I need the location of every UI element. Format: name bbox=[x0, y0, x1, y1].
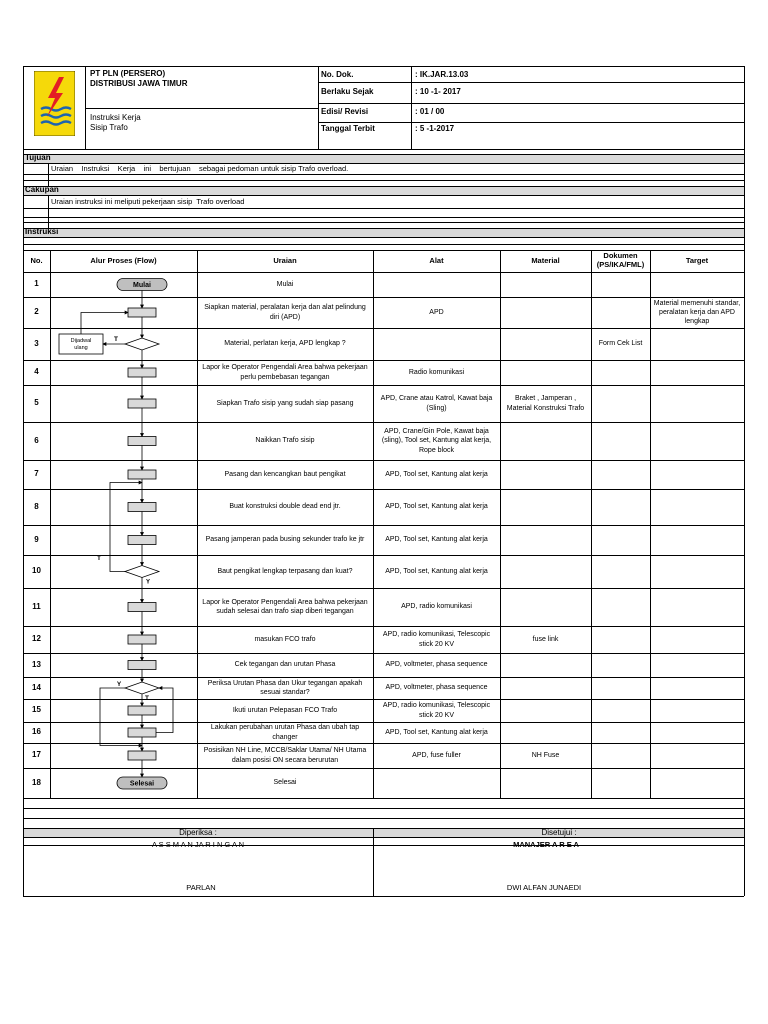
row-9-no: 9 bbox=[34, 534, 39, 544]
row-4-alat: Radio komunikasi bbox=[408, 368, 465, 376]
row-14-alat: APD, voltmeter, phasa sequence bbox=[385, 684, 488, 692]
grid-hline bbox=[85, 108, 318, 109]
row-17-uraian: Posisikan NH Line, MCCB/Saklar Utama/ NH Utama dalam posisi ON secara berurutan bbox=[203, 747, 367, 764]
row-15-alat: APD, radio komunikasi, Telescopic stick 20 KV bbox=[382, 702, 491, 719]
grid-hline bbox=[318, 122, 744, 123]
row-7-no: 7 bbox=[34, 469, 39, 479]
row-11-alat: APD, radio komunikasi bbox=[401, 603, 472, 611]
row-14-uraian: Periksa Urutan Phasa dan Ukur tegangan apakah sesuai standar? bbox=[207, 679, 363, 696]
grid-hline bbox=[318, 82, 744, 83]
row-2-alat: APD bbox=[429, 308, 444, 316]
grid-hline bbox=[23, 555, 744, 556]
row-16-alat: APD, Tool set, Kantung alat kerja bbox=[385, 728, 488, 736]
flow-reschedule-label-1: Dijadwal bbox=[70, 338, 92, 344]
grid-hline bbox=[23, 237, 744, 238]
checked-by-name: PARLAN bbox=[186, 883, 216, 892]
flow-step-12-box bbox=[128, 635, 156, 644]
work-instruction-sheet bbox=[23, 66, 744, 896]
grid-vline bbox=[500, 250, 501, 798]
meta-label-effective: Berlaku Sejak bbox=[321, 87, 374, 96]
row-9-alat: APD, Tool set, Kantung alat kerja bbox=[385, 536, 488, 544]
flow-reschedule-box bbox=[59, 334, 103, 354]
grid-hline bbox=[23, 743, 744, 744]
row-13-alat: APD, voltmeter, phasa sequence bbox=[385, 661, 488, 669]
flow-step-7-box bbox=[128, 470, 156, 479]
frame-bottom bbox=[23, 896, 744, 897]
meta-value-effective: : 10 -1- 2017 bbox=[415, 87, 461, 96]
grid-hline bbox=[23, 195, 744, 196]
doc-title: Sisip Trafo bbox=[90, 123, 128, 132]
grid-hline bbox=[23, 422, 744, 423]
meta-value-doc-no: : IK.JAR.13.03 bbox=[415, 70, 469, 79]
grid-hline bbox=[318, 103, 744, 104]
col-header-no: No. bbox=[30, 256, 43, 266]
row-5-material: Braket , Jamperan , Material Konstruksi Trafo bbox=[506, 395, 585, 412]
flow-step-5-box bbox=[128, 399, 156, 408]
grid-vline bbox=[373, 828, 374, 896]
row-8-uraian: Buat konstruksi double dead end jtr. bbox=[229, 503, 341, 511]
grid-hline bbox=[23, 228, 744, 229]
flow-step-10-y-label: Y bbox=[145, 579, 151, 586]
row-3-dokumen: Form Cek List bbox=[598, 340, 643, 348]
row-7-uraian: Pasang dan kencangkan baut pengikat bbox=[224, 470, 346, 478]
row-12-uraian: masukan FCO trafo bbox=[254, 635, 316, 643]
flow-step-14-t-label: T bbox=[145, 695, 149, 702]
row-5-uraian: Siapkan Trafo sisip yang sudah siap pasang bbox=[216, 399, 354, 407]
row-6-alat: APD, Crane/Gin Pole, Kawat baja (sling), Tool set, Kantung alat kerja, Rope block bbox=[381, 428, 492, 454]
grid-hline bbox=[23, 297, 744, 298]
grid-hline bbox=[23, 828, 744, 829]
row-5-alat: APD, Crane atau Katrol, Kawat baja (Sling) bbox=[380, 395, 493, 412]
tujuan-heading: Tujuan bbox=[25, 153, 51, 162]
flow-step-10-no-branch bbox=[110, 483, 142, 572]
col-header-dokumen: Dokumen (PS/IKA/FML) bbox=[596, 251, 645, 269]
row-17-alat: APD, fuse fuller bbox=[412, 751, 461, 759]
flow-step-14-decision bbox=[125, 682, 159, 694]
grid-vline bbox=[411, 66, 412, 149]
meta-label-doc-no: No. Dok. bbox=[321, 70, 354, 79]
flow-reschedule-return bbox=[81, 313, 128, 335]
grid-hline bbox=[23, 460, 744, 461]
row-1-uraian: Mulai bbox=[276, 280, 294, 288]
approved-by-name: DWI ALFAN JUNAEDI bbox=[506, 883, 582, 892]
row-2-no: 2 bbox=[34, 307, 39, 317]
row-3-uraian: Material, perlatan kerja, APD lengkap ? bbox=[224, 340, 346, 348]
row-2-target: Material memenuhi standar, peralatan kerja dan APD lengkap bbox=[653, 299, 741, 326]
grid-hline bbox=[23, 837, 744, 838]
approved-by-label: Disetujui : bbox=[541, 828, 577, 837]
grid-hline bbox=[23, 163, 744, 164]
frame-top bbox=[23, 66, 744, 67]
col-header-alat: Alat bbox=[429, 256, 444, 266]
grid-hline bbox=[23, 360, 744, 361]
row-18-uraian: Selesai bbox=[273, 779, 297, 787]
row-12-alat: APD, radio komunikasi, Telescopic stick 20 KV bbox=[382, 631, 491, 648]
grid-hline bbox=[23, 174, 744, 175]
grid-hline bbox=[23, 798, 744, 799]
row-16-uraian: Lakukan perubahan urutan Phasa dan ubah tap changer bbox=[210, 724, 360, 741]
row-8-alat: APD, Tool set, Kantung alat kerja bbox=[385, 503, 488, 511]
checked-by-label: Diperiksa : bbox=[179, 828, 217, 837]
flow-step-11-box bbox=[128, 603, 156, 612]
grid-hline bbox=[23, 186, 744, 187]
row-11-uraian: Lapor ke Operator Pengendali Area bahwa pekerjaan sudah selesai dan trafo siap diberi tegangan bbox=[202, 598, 368, 615]
grid-hline bbox=[23, 272, 744, 273]
grid-hline bbox=[23, 845, 744, 846]
row-6-no: 6 bbox=[34, 435, 39, 445]
grid-vline bbox=[48, 195, 49, 228]
row-13-no: 13 bbox=[32, 659, 41, 669]
flow-step-6-box bbox=[128, 437, 156, 446]
instruksi-heading: Instruksi bbox=[25, 227, 59, 236]
row-12-material: fuse link bbox=[532, 635, 559, 643]
row-15-no: 15 bbox=[32, 705, 41, 715]
row-12-no: 12 bbox=[32, 634, 41, 644]
grid-hline bbox=[23, 626, 744, 627]
frame-right bbox=[744, 66, 745, 896]
flow-step-15-box bbox=[128, 706, 156, 715]
grid-vline bbox=[373, 250, 374, 798]
grid-hline bbox=[23, 653, 744, 654]
flow-step-16-box bbox=[128, 728, 156, 737]
row-10-alat: APD, Tool set, Kantung alat kerja bbox=[385, 567, 488, 575]
row-18-no: 18 bbox=[32, 777, 41, 787]
row-7-alat: APD, Tool set, Kantung alat kerja bbox=[385, 470, 488, 478]
grid-vline bbox=[650, 250, 651, 798]
flow-step-2-box bbox=[128, 308, 156, 317]
col-header-flow: Alur Proses (Flow) bbox=[90, 256, 157, 266]
row-17-no: 17 bbox=[32, 750, 41, 760]
grid-hline bbox=[23, 180, 744, 181]
row-2-uraian: Siapkan material, peralatan kerja dan alat pelindung diri (APD) bbox=[204, 304, 366, 321]
row-4-no: 4 bbox=[34, 367, 39, 377]
grid-hline bbox=[23, 722, 744, 723]
row-5-no: 5 bbox=[34, 398, 39, 408]
flow-step-10-t-label: T bbox=[97, 555, 101, 562]
grid-hline bbox=[23, 699, 744, 700]
row-11-no: 11 bbox=[32, 601, 41, 611]
flow-step-10-decision bbox=[125, 566, 159, 578]
grid-hline bbox=[23, 768, 744, 769]
meta-label-revision: Edisi/ Revisi bbox=[321, 107, 369, 116]
grid-hline bbox=[23, 250, 744, 251]
grid-vline bbox=[197, 250, 198, 798]
signature-heading-band bbox=[23, 828, 744, 837]
row-1-no: 1 bbox=[34, 279, 39, 289]
grid-hline bbox=[23, 489, 744, 490]
grid-hline bbox=[23, 154, 744, 155]
grid-hline bbox=[23, 217, 744, 218]
col-header-material: Material bbox=[531, 256, 560, 266]
grid-vline bbox=[318, 66, 319, 149]
row-6-uraian: Naikkan Trafo sisip bbox=[255, 437, 315, 445]
row-16-no: 16 bbox=[32, 727, 41, 737]
company-name: PT PLN (PERSERO) bbox=[90, 69, 166, 78]
meta-value-issued: : 5 -1-2017 bbox=[415, 124, 455, 133]
cakupan-heading: Cakupan bbox=[25, 185, 59, 194]
flow-step-8-box bbox=[128, 503, 156, 512]
row-4-uraian: Lapor ke Operator Pengendali Area bahwa pekerjaan perlu pembebasan tegangan bbox=[202, 364, 368, 381]
row-15-uraian: Ikuti urutan Pelepasan FCO Trafo bbox=[232, 706, 338, 714]
flow-reschedule-label-2: ulang bbox=[74, 345, 88, 351]
company-unit: DISTRIBUSI JAWA TIMUR bbox=[90, 79, 188, 88]
doc-type: Instruksi Kerja bbox=[90, 113, 141, 122]
flow-start-terminator-label: Mulai bbox=[133, 282, 151, 289]
grid-hline bbox=[23, 525, 744, 526]
col-header-target: Target bbox=[685, 256, 709, 266]
grid-hline bbox=[23, 149, 744, 150]
meta-label-issued: Tanggal Terbit bbox=[321, 124, 375, 133]
grid-vline bbox=[48, 163, 49, 186]
flow-end-terminator-label: Selesai bbox=[129, 780, 155, 788]
grid-hline bbox=[23, 328, 744, 329]
flow-step-9-box bbox=[128, 536, 156, 545]
row-9-uraian: Pasang jamperan pada busing sekunder trafo ke jtr bbox=[205, 536, 365, 544]
row-13-uraian: Cek tegangan dan urutan Phasa bbox=[234, 661, 336, 669]
flow-step-4-box bbox=[128, 368, 156, 377]
approved-by-role: MANAJER A R E A bbox=[513, 840, 579, 849]
checked-by-role: A S S M A N JA R I N G A N bbox=[151, 840, 245, 849]
meta-value-revision: : 01 / 00 bbox=[415, 107, 445, 116]
row-10-no: 10 bbox=[32, 566, 41, 576]
col-header-uraian: Uraian bbox=[273, 256, 297, 266]
grid-hline bbox=[23, 385, 744, 386]
cakupan-text: Uraian instruksi ini meliputi pekerjaan sisip Trafo overload bbox=[51, 197, 245, 206]
flow-step-3-t-label: T bbox=[114, 336, 118, 343]
tujuan-text: Uraian Instruksi Kerja ini bertujuan sebagai pedoman untuk sisip Trafo overload. bbox=[51, 164, 349, 173]
row-3-no: 3 bbox=[34, 338, 39, 348]
row-8-no: 8 bbox=[34, 501, 39, 511]
grid-hline bbox=[23, 818, 744, 819]
row-10-uraian: Baut pengikat lengkap terpasang dan kuat? bbox=[217, 567, 353, 575]
flow-step-3-decision bbox=[125, 338, 159, 350]
flow-step-16-return bbox=[156, 688, 173, 733]
grid-vline bbox=[50, 250, 51, 798]
grid-hline bbox=[23, 808, 744, 809]
frame-left bbox=[23, 66, 24, 896]
row-17-material: NH Fuse bbox=[531, 751, 560, 759]
flow-step-14-y-label: Y bbox=[116, 681, 122, 688]
flow-step-17-box bbox=[128, 751, 156, 760]
row-14-no: 14 bbox=[32, 682, 41, 692]
grid-hline bbox=[23, 588, 744, 589]
grid-hline bbox=[23, 208, 744, 209]
grid-hline bbox=[23, 244, 744, 245]
flow-step-13-box bbox=[128, 661, 156, 670]
grid-hline bbox=[23, 677, 744, 678]
grid-vline bbox=[591, 250, 592, 798]
grid-hline bbox=[23, 222, 744, 223]
